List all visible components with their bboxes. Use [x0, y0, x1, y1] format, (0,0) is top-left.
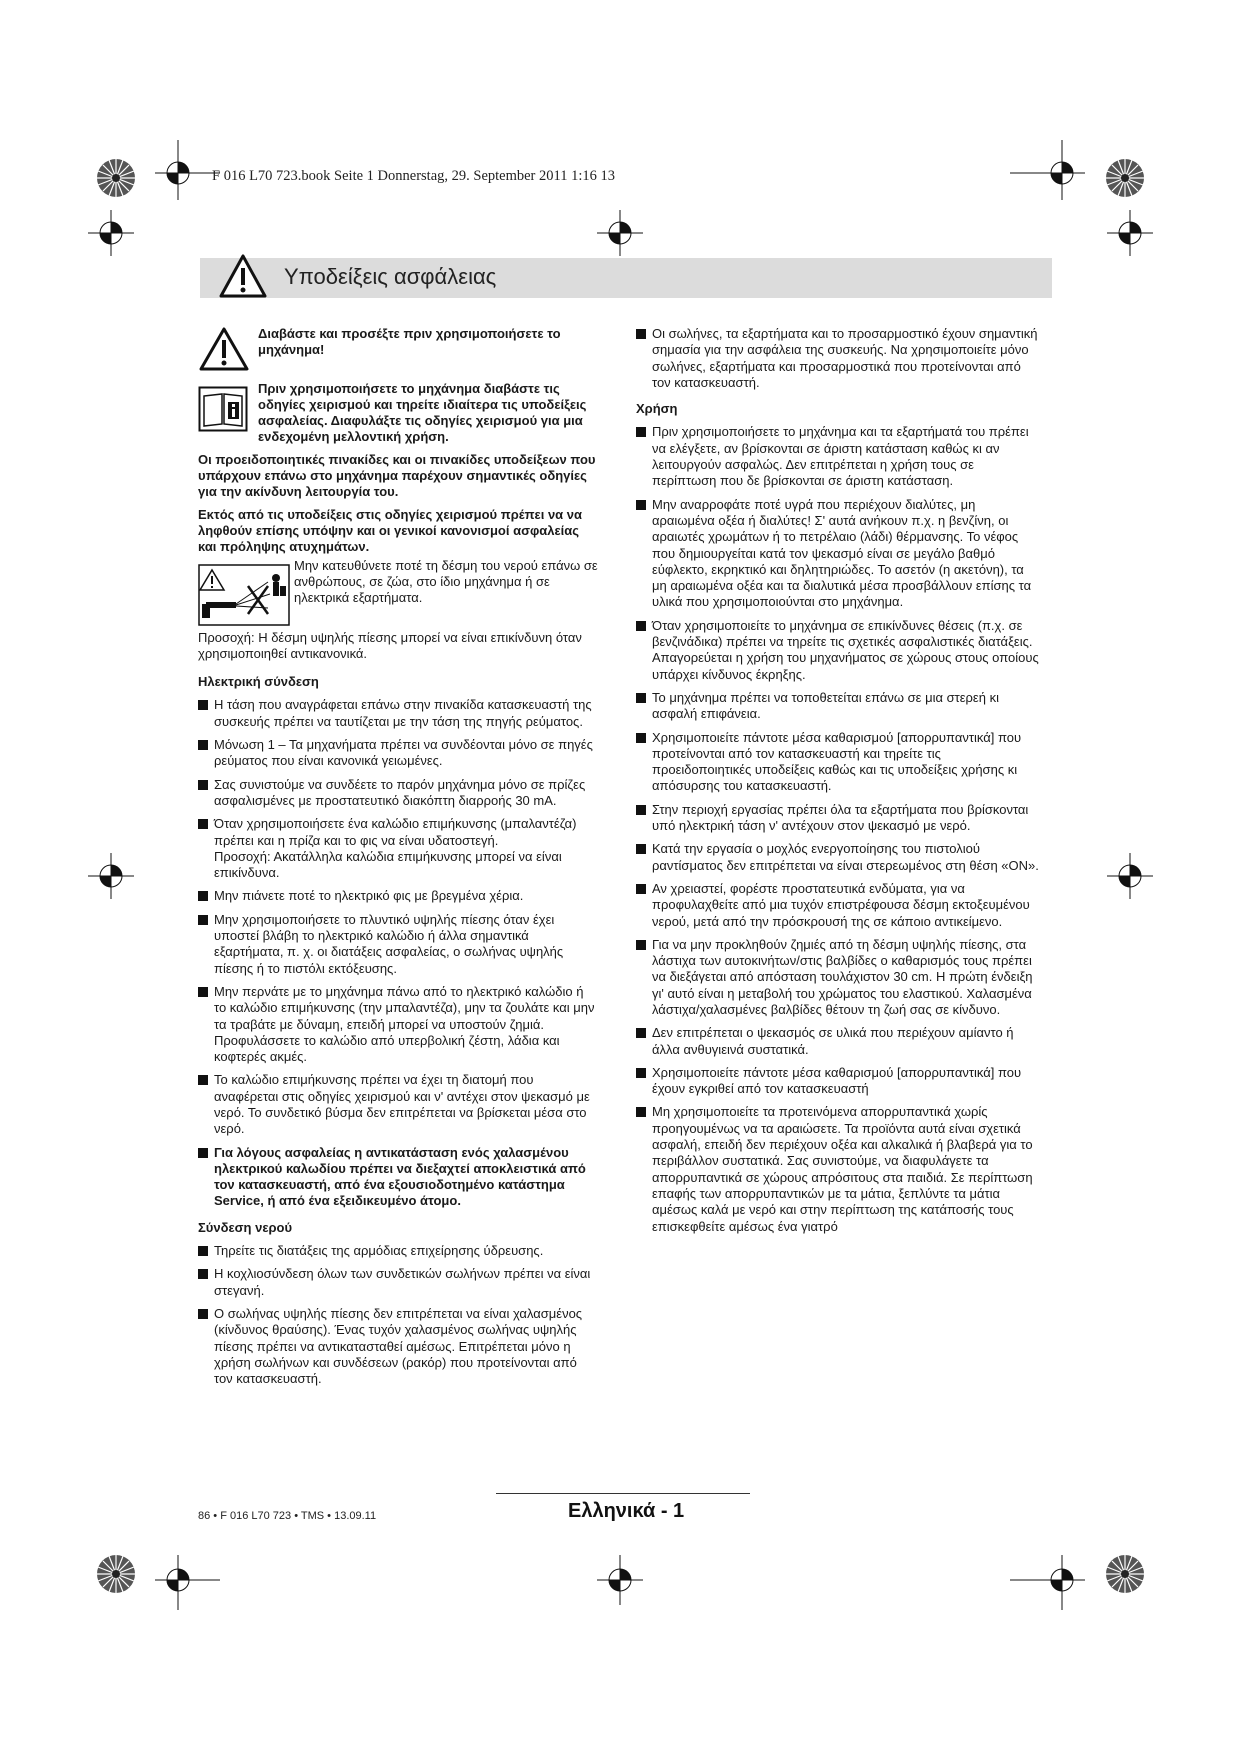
list-item: Μην αναρροφάτε ποτέ υγρά που περιέχουν διαλύτες, μη αραιωμένα οξέα ή διαλύτες! Σ' αυτά ανήκουν π.χ. η βενζίνη, οι αραιωτές χρωμάτων ή το πετρέλαιο (λάδι) θέρμανσης. Το νέφος που δημιουργείται κατά τον ψεκασμό είναι σε μεγάλο βαθμό εύφλεκτο, εκρηκτικό και δηλητηριώδες. Το ασετόν (η ακετόνη), τα μη αραιωμένα οξέα και τα διαλυτικά μέσα προσβάλλουν επίσης τα υλικά που χρησιμοποιούνται στο μηχάνημα.: [636, 497, 1041, 611]
left-column: [198, 326, 598, 1387]
list-item: Μόνωση 1 – Τα μηχανήματα πρέπει να συνδέονται μόνο σε πηγές ρεύματος που είναι κανονικά γειωμένες.: [198, 737, 598, 770]
list-item: Το καλώδιο επιμήκυνσης πρέπει να έχει τη διατομή που αναφέρεται στις οδηγίες χειρισμού και ν' αντέχει στον ψεκασμό με νερό. Το συνδετικό βύσμα δεν επιτρέπεται να βρίσκεται μέσα στο νερό.: [198, 1072, 598, 1137]
book-header-line: F 016 L70 723.book Seite 1 Donnerstag, 29. September 2011 1:16 13: [212, 168, 616, 184]
list-item: Αν χρειαστεί, φορέστε προστατευτικά ενδύματα, για να προφυλαχθείτε από μια τυχόν επιστρέφουσα δέσμη εκτοξευμένου νερού, μετά από την πρόσκρουσή της σε κάποιο αντικείμενο.: [636, 881, 1041, 930]
list-item: Μην περνάτε με το μηχάνημα πάνω από το ηλεκτρικό καλώδιο ή το καλώδιο επιμήκυνσης (την μπαλαντέζα), μην τα ζουλάτε και μην τα τραβάτε με δύναμη, επειδή μπορεί να υποστούν ζημιά. Προφυλάσσετε το καλώδιο από υπερβολική ζέστη, λάδια και κοφτερές ακμές.: [198, 984, 598, 1065]
jet-note: Μην κατευθύνετε ποτέ τη δέσμη του νερού επάνω σε ανθρώπους, σε ζώα, στο ίδιο μηχάνημα ή σε ηλεκτρικά εξαρτήματα.: [294, 557, 598, 606]
list-item: Στην περιοχή εργασίας πρέπει όλα τα εξαρτήματα που βρίσκονται υπό ηλεκτρική τάση ν' αντέχουν στον ψεκασμό με νερό.: [636, 802, 1041, 835]
list-item: Η τάση που αναγράφεται επάνω στην πινακίδα κατασκευαστή της συσκευής πρέπει να ταυτίζεται με την τάση της πηγής ρεύματος.: [198, 697, 598, 730]
list-item: Η κοχλιοσύνδεση όλων των συνδετικών σωλήνων πρέπει να είναι στεγανή.: [198, 1266, 598, 1299]
water-heading: Σύνδεση νερού: [198, 1219, 293, 1235]
page-title: Υποδείξεις ασφάλειας: [284, 264, 497, 289]
list-item: Χρησιμοποιείτε πάντοτε μέσα καθαρισμού [απορρυπαντικά] που προτείνονται από τον κατασκευαστή και τηρείτε τις προειδοποιητικές υποδείξεις καθώς και τις υποδείξεις χρήσης κι απόσυρσης του κατασκευαστή.: [636, 730, 1041, 795]
list-item: Κατά την εργασία ο μοχλός ενεργοποίησης του πιστολιού ραντίσματος δεν επιτρέπεται να είναι στερεωμένος στη θέση «ON».: [636, 841, 1041, 874]
safety-para-2: Εκτός από τις υποδείξεις στις οδηγίες χειρισμού πρέπει να να ληφθούν επίσης υπόψην και οι γενικοί κανονισμοί ασφαλείας και πρόληψης ατυχημάτων.: [198, 506, 583, 555]
list-item: Ο σωλήνας υψηλής πίεσης δεν επιτρέπεται να είναι χαλασμένος (κίνδυνος θραύσης). Ένας τυχόν χαλασμένος σωλήνας υψηλής πίεσης πρέπει να αντικατασταθεί αμέσως. Επιτρέπεται μόνο η χρήση σωλήνων και συνδέσεων (ρακόρ) που προτείνονται από τον κατασκευαστή.: [198, 1306, 598, 1387]
read-note: Διαβάστε και προσέξτε πριν χρησιμοποιήσετε το μηχάνημα!: [258, 326, 561, 358]
list-item: Χρησιμοποιείτε πάντοτε μέσα καθαρισμού [απορρυπαντικά] που έχουν εγκριθεί από τον κατασκευαστή: [636, 1065, 1041, 1098]
list-item: Τηρείτε τις διατάξεις της αρμόδιας επιχείρησης ύδρευσης.: [198, 1243, 598, 1259]
list-item: Πριν χρησιμοποιήσετε το μηχάνημα και τα εξαρτήματά του πρέπει να ελέγξετε, αν βρίσκονται σε άριστη κατάσταση καθώς κι αν λειτουργούν ασφαλώς. Δεν επιτρέπεται η χρήση τους σε περίπτωση που δε βρίσκονται σε άριστη κατάσταση.: [636, 424, 1041, 489]
extension-caution: Προσοχή: Ακατάλληλα καλώδια επιμήκυνσης μπορεί να είναι επικίνδυνα.: [214, 848, 562, 881]
list-item: Δεν επιτρέπεται ο ψεκασμός σε υλικά που περιέχουν αμίαντο ή άλλα ανθυγιεινά συστατικά.: [636, 1025, 1041, 1058]
list-item: Μην πιάνετε ποτέ το ηλεκτρικό φις με βρεγμένα χέρια.: [198, 888, 598, 904]
warning-triangle-icon: [218, 253, 268, 299]
list-item: Για να μην προκληθούν ζημιές από τη δέσμη υψηλής πίεσης, στα λάστιχα των αυτοκινήτων/στις βαλβίδες ο καθαρισμός τους πρέπει να διεξάγεται από απόσταση τουλάχιστον 30 cm. Η πρώτη ένδειξη γι' αυτό είναι η μεταβολή του χρώματος του ελαστικού. Χαλασμένα λάστιχα/χαλασμένες βαλβίδες θέτουν τη ζωή σας σε κίνδυνο.: [636, 937, 1041, 1018]
footer-code: 86 • F 016 L70 723 • TMS • 13.09.11: [198, 1510, 377, 1522]
list-item: Μην χρησιμοποιήσετε το πλυντικό υψηλής πίεσης όταν έχει υποστεί βλάβη το ηλεκτρικό καλώδιο ή άλλα σημαντικά εξαρτήματα, π. χ. οι διατάξεις ασφαλείας, ο σωλήνας υψηλής πίεσης ή το πιστόλι εκτόξευσης.: [198, 912, 598, 977]
list-item: Μη χρησιμοποιείτε τα προτεινόμενα απορρυπαντικά χωρίς προηγουμένως να τα αραιώσετε. Τα προϊόντα αυτά είναι σχετικά ασφαλή, επειδή δεν περιέχουν οξέα και αλκαλικά ή βλαβερά για το περιβάλλον συστατικά. Σας συνιστούμε, να διαφυλάγετε τα απορρυπαντικά σε χώρους απρόσιτους στα παιδιά. Σε περίπτωση επαφής των απορρυπαντικών με τα μάτια, ξεπλύντε τα μάτια αμέσως καλά με νερό και στην περίπτωση της κατάποσής τους επισκεφθείτε αμέσως ένα γιατρό: [636, 1104, 1041, 1234]
electrical-heading: Ηλεκτρική σύνδεση: [198, 674, 319, 690]
use-heading: Χρήση: [636, 401, 678, 417]
list-item: Για λόγους ασφαλείας η αντικατάσταση ενός χαλασμένου ηλεκτρικού καλωδίου πρέπει να διεξαχτεί αποκλειστικά από τον κατασκευαστή, από ένα εξουσιοδοτημένο κατάστημα Service, ή από ένα εξειδικευμένο άτομο.: [198, 1145, 598, 1210]
right-column: [636, 326, 1041, 1235]
list-item: Οι σωλήνες, τα εξαρτήματα και το προσαρμοστικό έχουν σημαντική σημασία για την ασφάλεια της συσκευής. Να χρησιμοποιείτε μόνο σωλήνες, εξαρτήματα και προσαρμοστικά που προτείνονται από τον κατασκευαστή.: [636, 326, 1041, 391]
list-item: Όταν χρησιμοποιήσετε ένα καλώδιο επιμήκυνσης (μπαλαντέζα) πρέπει και η πρίζα και το φις να είναι υδατοστεγή.: [198, 816, 598, 849]
manual-note: Πριν χρησιμοποιήσετε το μηχάνημα διαβάστε τις οδηγίες χειρισμού και τηρείτε ιδιαίτερα τις υποδείξεις ασφαλείας. Διαφυλάξτε τις οδηγίες χειρισμού για μια ενδεχομένη μελλοντική χρήση.: [258, 380, 587, 445]
safety-para-1: Οι προειδοποιητικές πινακίδες και οι πινακίδες υποδείξεων που υπάρχουν επάνω στο μηχάνημα παρέχουν σημαντικές οδηγίες για την ακίνδυνη λειτουργία του.: [198, 451, 596, 500]
caution-note: Προσοχή: Η δέσμη υψηλής πίεσης μπορεί να είναι επικίνδυνη όταν χρησιμοποιηθεί αντικανονικά.: [198, 629, 582, 661]
list-item: Το μηχάνημα πρέπει να τοποθετείται επάνω σε μια στερεή κι ασφαλή επιφάνεια.: [636, 690, 1041, 723]
page-label: Ελληνικά - 1: [568, 1500, 685, 1522]
footer-rule: [496, 1493, 750, 1494]
list-item: Όταν χρησιμοποιείτε το μηχάνημα σε επικίνδυνες θέσεις (π.χ. σε βενζινάδικα) πρέπει να τηρείτε τις σχετικές ασφαλιστικές διατάξεις. Απαγορεύεται η χρήση του μηχανήματος σε χώρους στους οποίους υπάρχει κίνδυνος έκρηξης.: [636, 618, 1041, 683]
list-item: Σας συνιστούμε να συνδέετε το παρόν μηχάνημα μόνο σε πρίζες ασφαλισμένες με προστατευτικό διακόπτη διαρροής 30 mA.: [198, 777, 598, 810]
